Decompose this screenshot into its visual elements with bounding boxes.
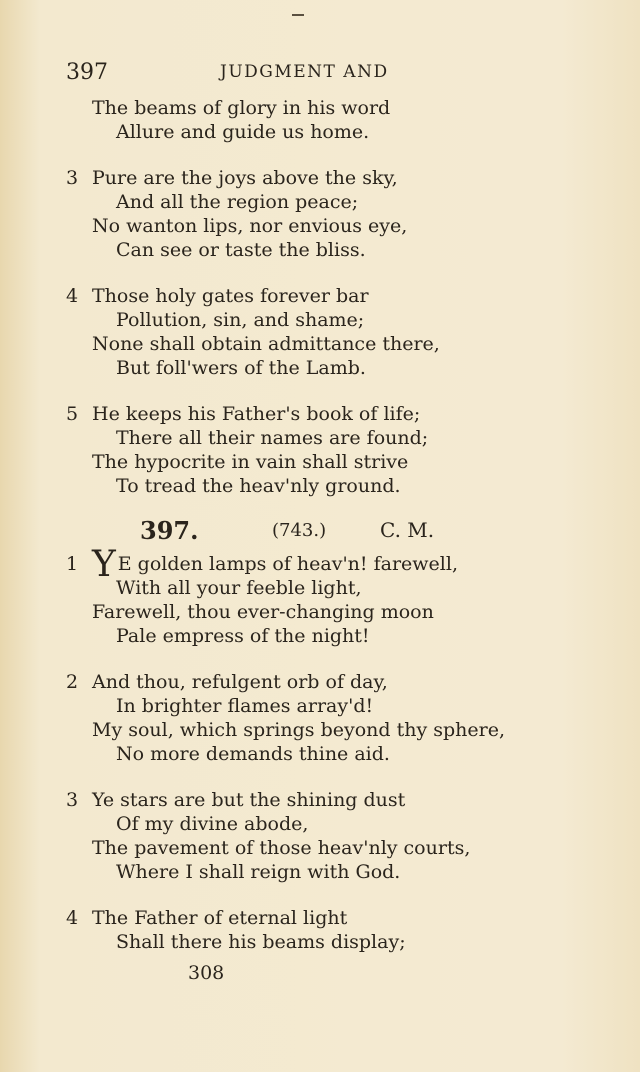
- verse-line: 4 The Father of eternal light: [66, 907, 348, 929]
- verse-line: There all their names are found;: [116, 427, 429, 449]
- verse-line: 5 He keeps his Father's book of life;: [66, 403, 421, 425]
- verse-number: 4: [66, 285, 79, 307]
- verse-line: The pavement of those heav'nly courts,: [92, 837, 471, 859]
- verse-line: 3 Pure are the joys above the sky,: [66, 167, 398, 189]
- verse-line: None shall obtain admittance there,: [92, 333, 440, 355]
- verse-line: The beams of glory in his word: [92, 97, 391, 119]
- running-head: [66, 60, 426, 86]
- verse-line: No more demands thine aid.: [116, 743, 390, 765]
- verse-line: The hypocrite in vain shall strive: [92, 451, 409, 473]
- verse-number: 3: [66, 789, 79, 811]
- running-title: JUDGMENT AND: [220, 62, 389, 82]
- page-number-top: 397: [66, 60, 108, 85]
- hymn-number: 397.: [140, 516, 199, 545]
- verse-number: 2: [66, 671, 79, 693]
- verse-line: Where I shall reign with God.: [116, 861, 401, 883]
- verse-line: Can see or taste the bliss.: [116, 239, 366, 261]
- verse-line: 1 Y E golden lamps of heav'n! farewell,: [66, 544, 458, 585]
- verse-line: With all your feeble light,: [116, 577, 362, 599]
- page-number-bottom: 308: [188, 962, 225, 984]
- verse-line: Of my divine abode,: [116, 813, 309, 835]
- drop-cap: Y: [92, 544, 116, 585]
- verse-line: My soul, which springs beyond thy sphere,: [92, 719, 505, 741]
- verse-line: 4 Those holy gates forever bar: [66, 285, 369, 307]
- hymn-meter: C. M.: [380, 518, 435, 542]
- verse-number: 1: [66, 553, 79, 575]
- verse-line: Farewell, thou ever-changing moon: [92, 601, 434, 623]
- printer-mark: [292, 14, 304, 16]
- verse-line: To tread the heav'nly ground.: [116, 475, 401, 497]
- verse-line: No wanton lips, nor envious eye,: [92, 215, 408, 237]
- verse-line: 3 Ye stars are but the shining dust: [66, 789, 406, 811]
- hymn-heading: [60, 516, 540, 552]
- verse-line: Shall there his beams display;: [116, 931, 406, 953]
- verse-number: 4: [66, 907, 79, 929]
- verse-number: 3: [66, 167, 79, 189]
- verse-line: And all the region peace;: [116, 191, 359, 213]
- verse-line: In brighter flames array'd!: [116, 695, 374, 717]
- verse-line: But foll'wers of the Lamb.: [116, 357, 366, 379]
- verse-line: Pollution, sin, and shame;: [116, 309, 365, 331]
- verse-line: Allure and guide us home.: [116, 121, 370, 143]
- verse-number: 5: [66, 403, 79, 425]
- page-text: [60, 96, 540, 954]
- verse-line: 2 And thou, refulgent orb of day,: [66, 671, 388, 693]
- verse-line: Pale empress of the night!: [116, 625, 370, 647]
- hymn-alt-number: (743.): [272, 520, 327, 541]
